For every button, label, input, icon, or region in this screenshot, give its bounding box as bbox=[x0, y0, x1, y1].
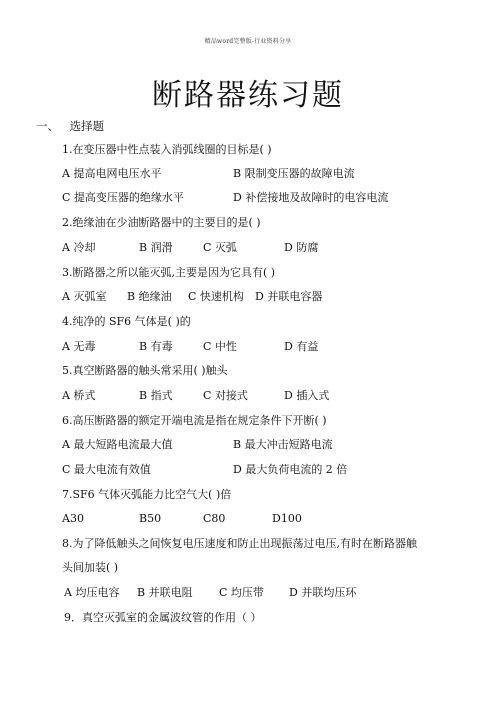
q4-option-b: B 有毒 bbox=[139, 340, 173, 353]
q1-option-b: B 限制变压器的故障电流 bbox=[233, 167, 355, 180]
page-title: 断路器练习题 bbox=[152, 78, 344, 113]
q6-option-a: A 最大短路电流最大值 bbox=[62, 438, 173, 451]
q3-option-d: D 并联电容器 bbox=[255, 290, 323, 303]
question-5: 5.真空断路器的触头常采用( )触头 bbox=[62, 364, 228, 377]
section-number: 一、 bbox=[36, 119, 59, 133]
section-label: 选择题 bbox=[69, 119, 105, 133]
q1-option-d: D 补偿接地及故障时的电容电流 bbox=[233, 191, 389, 204]
question-6: 6.高压断路器的额定开端电流是指在规定条件下开断( ) bbox=[62, 414, 327, 427]
q7-option-c: C80 bbox=[203, 512, 226, 525]
q6-option-d: D 最大负荷电流的 2 倍 bbox=[233, 463, 348, 476]
q4-option-d: D 有益 bbox=[284, 340, 319, 353]
q4-option-c: C 中性 bbox=[203, 340, 237, 353]
q2-option-c: C 灭弧 bbox=[203, 241, 237, 254]
q3-option-c: C 快速机构 bbox=[188, 290, 244, 303]
section-heading bbox=[36, 118, 104, 134]
q3-option-a: A 灭弧室 bbox=[62, 290, 107, 303]
q2-option-b: B 润滑 bbox=[139, 241, 173, 254]
q1-option-c: C 提高变压器的绝缘水平 bbox=[62, 191, 184, 204]
question-2: 2.绝缘油在少油断路器中的主要目的是( ) bbox=[62, 216, 261, 229]
q5-option-c: C 对接式 bbox=[203, 389, 248, 402]
q6-option-c: C 最大电流有效值 bbox=[62, 463, 151, 476]
question-4: 4.纯净的 SF6 气体是( )的 bbox=[62, 315, 191, 328]
q8-option-b: B 并联电阻 bbox=[137, 586, 193, 599]
q7-option-d: D100 bbox=[272, 512, 302, 525]
question-9: 9．真空灭弧室的金属波纹管的作用（ ） bbox=[64, 611, 262, 624]
q7-option-a: A30 bbox=[62, 512, 84, 525]
q4-option-a: A 无毒 bbox=[62, 340, 96, 353]
q7-option-b: B50 bbox=[139, 512, 162, 525]
q3-option-b: B 绝缘油 bbox=[127, 290, 172, 303]
q5-option-b: B 指式 bbox=[139, 389, 173, 402]
q5-option-d: D 插入式 bbox=[284, 389, 330, 402]
q2-option-d: D 防腐 bbox=[284, 241, 319, 254]
question-1: 1.在变压器中性点装入消弧线圈的目标是( ) bbox=[62, 143, 272, 156]
q6-option-b: B 最大冲击短路电流 bbox=[233, 438, 333, 451]
q1-option-a: A 提高电网电压水平 bbox=[62, 167, 162, 180]
q8-option-a: A 均压电容 bbox=[64, 586, 120, 599]
question-8: 8.为了降低触头之间恢复电压速度和防止出现振荡过电压,有时在断路器触 bbox=[62, 537, 417, 550]
q8-option-c: C 均压带 bbox=[219, 586, 264, 599]
q5-option-a: A 桥式 bbox=[62, 389, 96, 402]
question-3: 3.断路器之所以能灭弧,主要是因为它具有( ) bbox=[62, 266, 276, 279]
q2-option-a: A 冷却 bbox=[62, 241, 96, 254]
q8-option-d: D 并联均压环 bbox=[289, 586, 357, 599]
question-7: 7.SF6 气体灭弧能力比空气大( )倍 bbox=[62, 488, 232, 501]
page-header: 精品word完整版-行业资料分享 bbox=[204, 38, 292, 45]
question-8-continued: 头间加装( ) bbox=[62, 561, 119, 574]
